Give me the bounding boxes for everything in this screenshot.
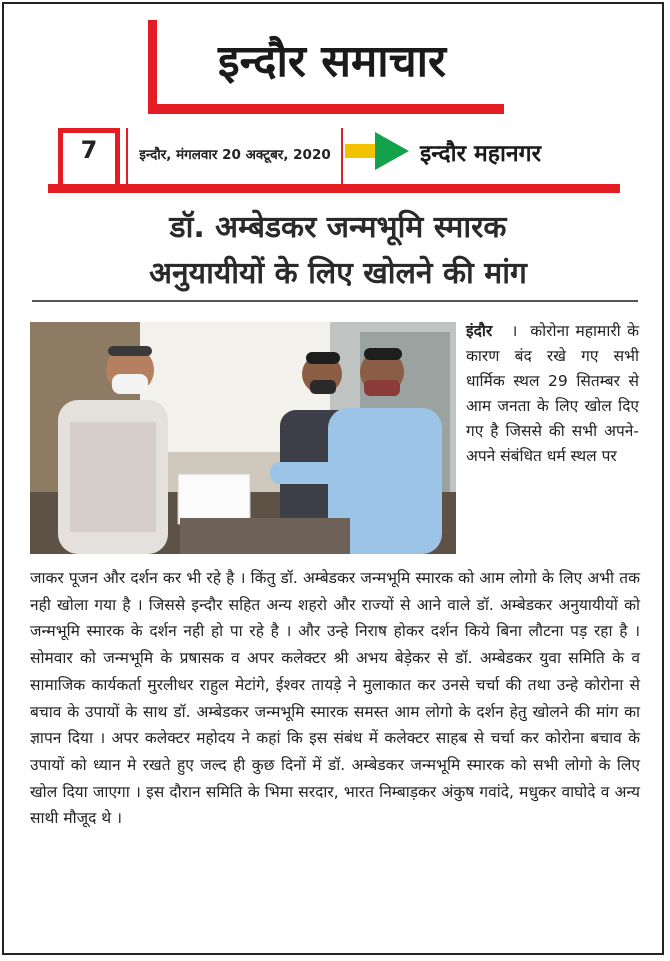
folio-separator [126, 128, 128, 186]
lead-text: कोरोना महामारी के कारण बंद रखे गए सभी धार्मिक स्थल 29 सितम्बर से आम जनता के लिए खोल दिए गए है जिससे की सभी अपने-अपने संबंधित धर्म स्थल पर [466, 322, 640, 465]
folio-separator [341, 128, 343, 186]
section-label: इन्दौर महानगर [420, 141, 542, 167]
page-number: 7 [80, 136, 98, 164]
article-lead [466, 319, 639, 469]
headline-line-1: डॉ. अम्बेडकर जन्मभूमि स्मारक [169, 210, 507, 245]
folio-red-bar [48, 184, 620, 193]
masthead-red-bar-horizontal [148, 104, 504, 114]
headline-underline [32, 300, 638, 302]
article-photo [30, 322, 456, 554]
article-dateline-place: इंदौर [466, 322, 493, 340]
article-headline [40, 205, 636, 297]
article-body: जाकर पूजन और दर्शन कर भी रहे है । किंतु डॉ. अम्बेडकर जन्मभूमि स्मारक को आम लोगो के लिए अभी तक नही खोला गया है । जिससे इन्दौर सहित अन्य शहरो और राज्यों से आने वाले डॉ. अम्बेडकर अनुयायीयों को जन्मभूमि स्मारक के दर्शन नही हो पा रहे है । और उन्हे निराष होकर दर्शन किये बिना लौटना पड़ रहा है । सोमवार को जन्मभूमि के प्रषासक व अपर कलेक्टर श्री अभय बेड़ेकर से डॉ. अम्बेडकर युवा समिति के व सामाजिक कार्यकर्ता मुरलीधर राहुल मेटांगे, ईश्वर तायड़े ने मुलाकात कर उनसे चर्चा की तथा उन्हे कोरोना से बचाव के उपायों के साथ डॉ. अम्बेडकर जन्मभूमि स्मारक समस्त आम लोगो के दर्शन हेतु खोलने की मांग का ज्ञापन दिया । अपर कलेक्टर महोदय ने कहां कि इस संबंध में कलेक्टर साहब से चर्चा कर कोरोना बचाव के उपायों को ध्यान मे रखते हुए जल्द ही कुछ दिनों में डॉ. अम्बेडकर जन्मभूमि स्मारक को सभी लोगो के लिए खोल दिया जाएगा । इस दौरान समिति के भिमा सरदार, भारत निम्बाड़कर अंकुष गवांदे, मधुकर वाघोदे व अन्य साथी मौजूद थे । [30, 569, 640, 828]
masthead-title: इन्दौर समाचार [217, 36, 447, 87]
headline-line-2: अनुयायीयों के लिए खोलने की मांग [149, 256, 527, 291]
masthead-red-bar-vertical [148, 20, 157, 114]
dateline: इन्दौर, मंगलवार 20 अक्टूबर, 2020 [139, 147, 331, 163]
lead-separator: । [511, 322, 518, 340]
section-arrow-icon [345, 132, 409, 172]
